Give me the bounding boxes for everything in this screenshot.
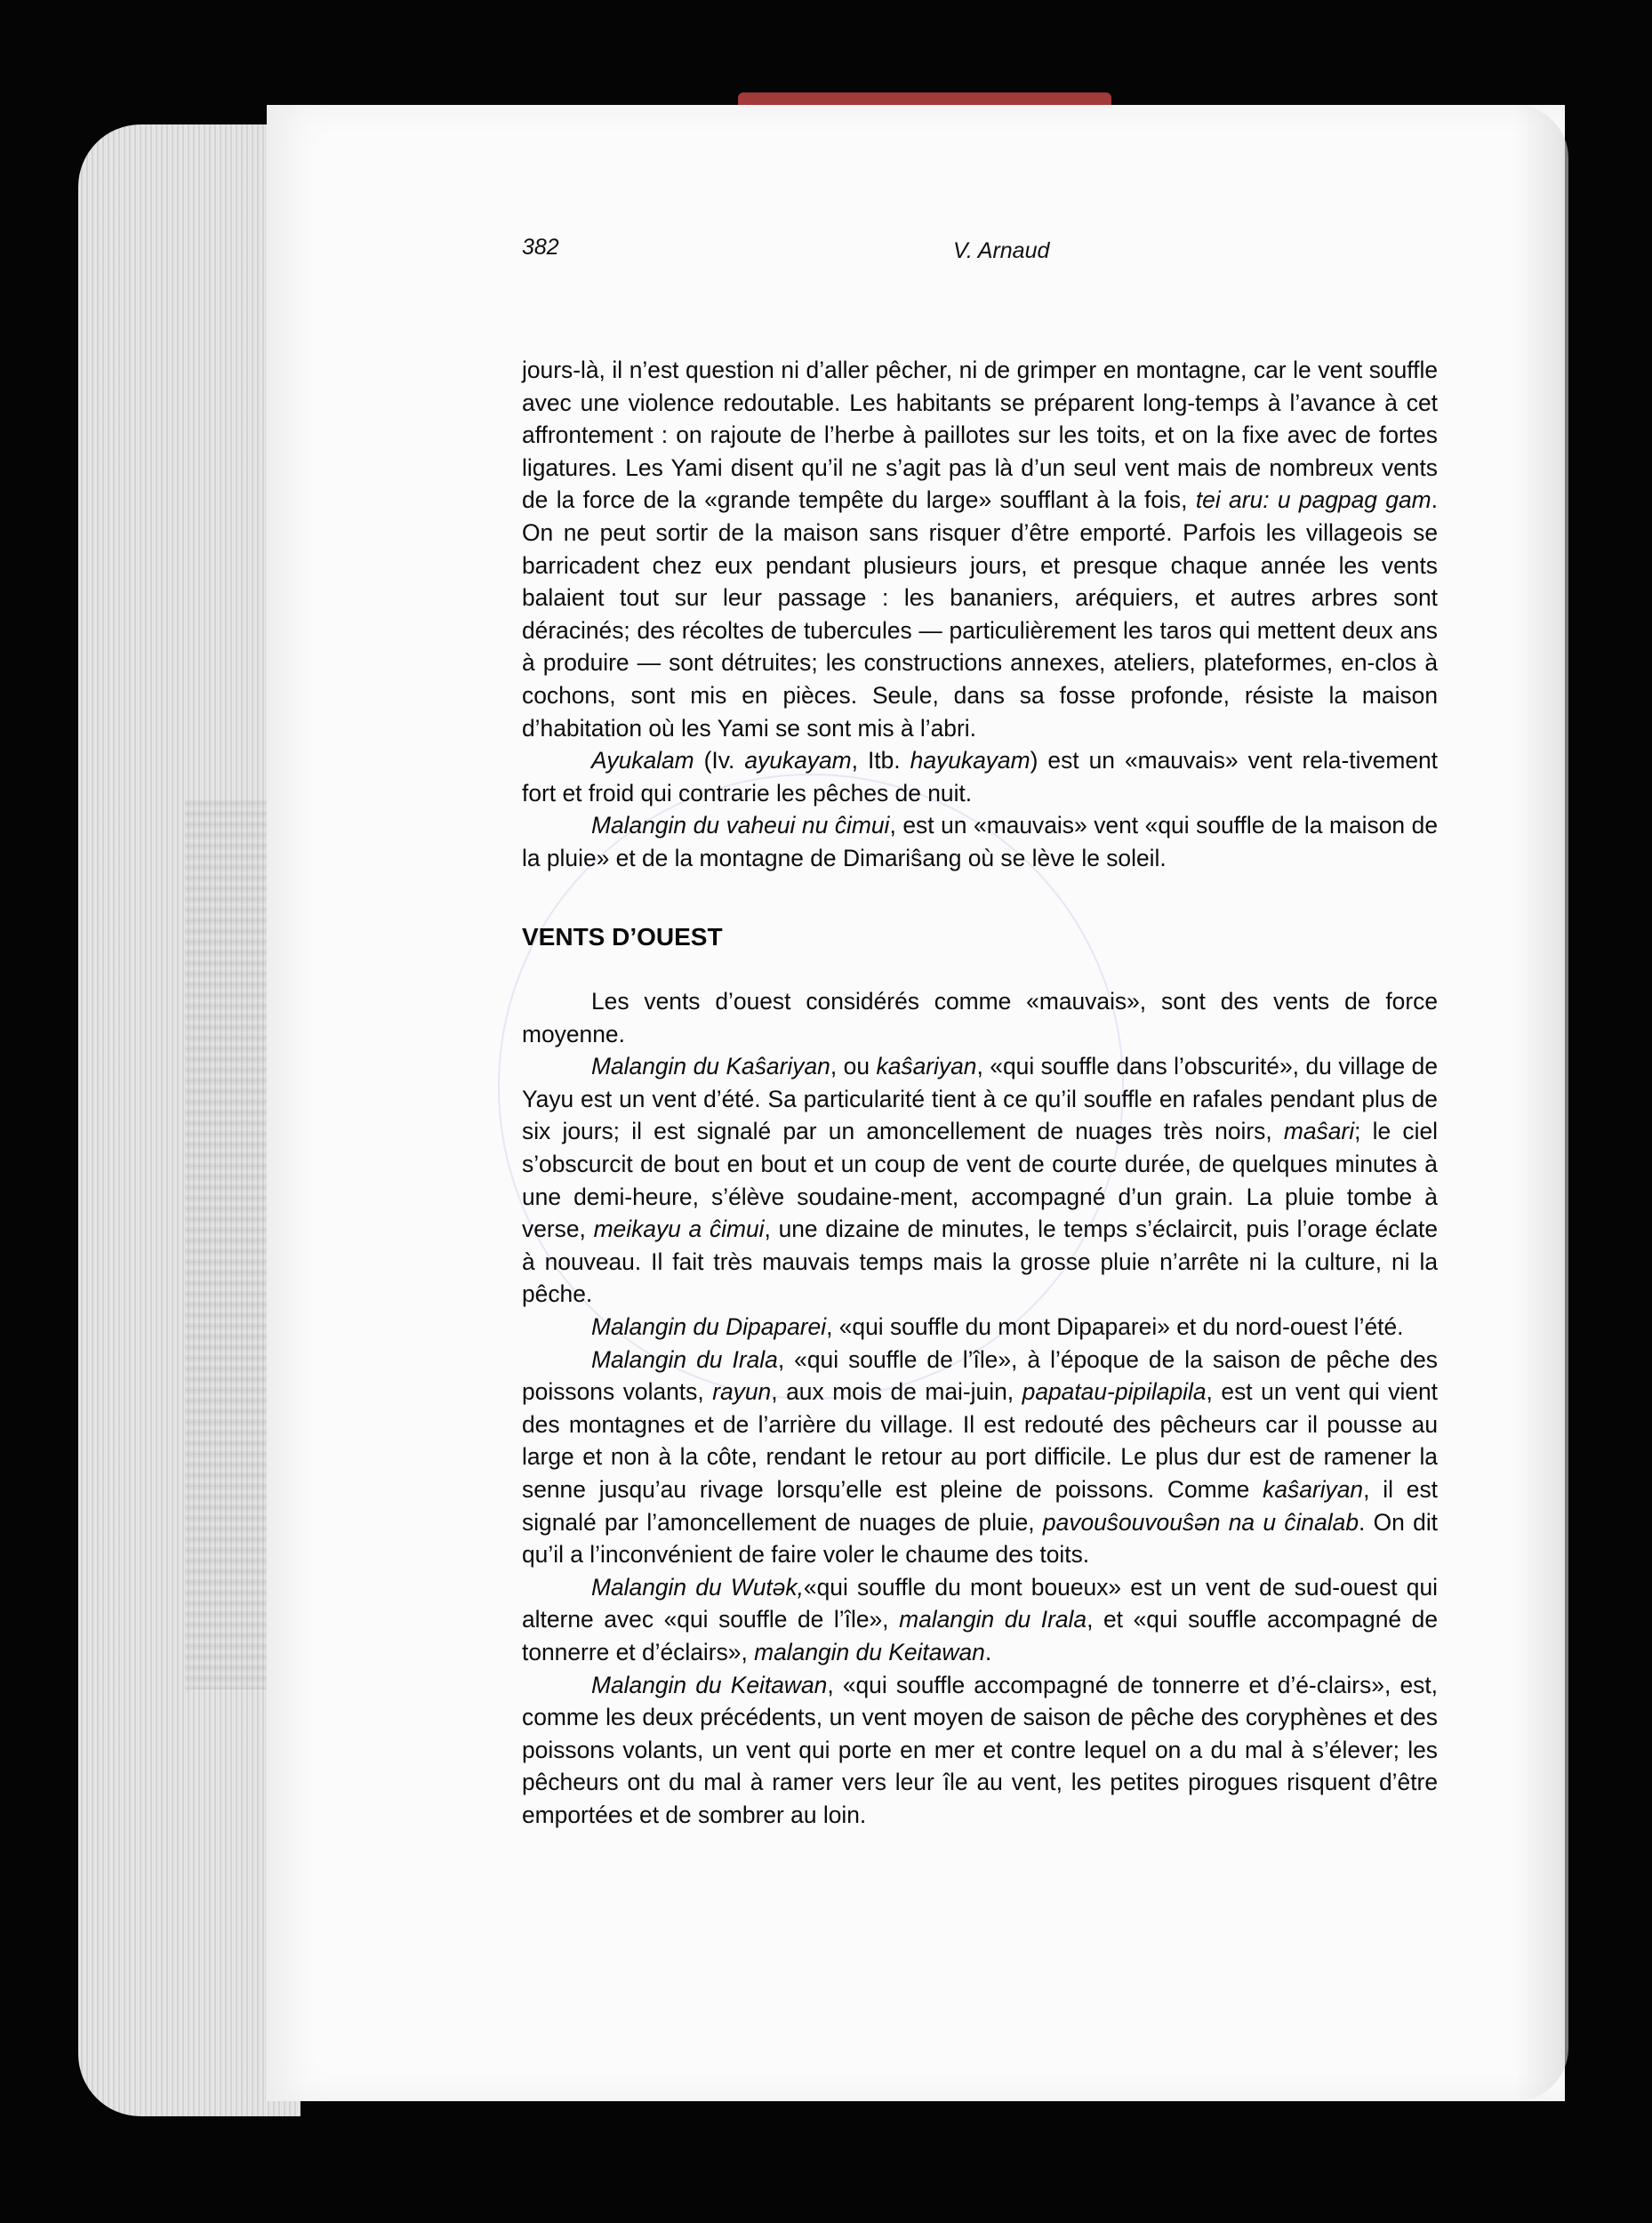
body-text <box>522 354 1438 1832</box>
paragraph: Ayukalam (Iv. ayukayam, Itb. hayukayam) est un «mauvais» vent rela-tivement fort et froid qui contrarie les pêches de nuit. <box>522 747 1439 807</box>
yami-term: Malangin du Wutək, <box>591 1573 804 1601</box>
paragraph: Malangin du Irala, «qui souffle de l’île», à l’époque de la saison de pêche des poissons volants, rayun, aux mois de mai-juin, papatau-pipilapila, est un vent qui vient des montagnes et de l’arrière du village. Il est redouté des pêcheurs car il pousse au large et non à la côte, rendant le retour au port difficile. Le plus dur est de ramener la senne jusqu’au rivage lorsqu’elle est pleine de poissons. Comme kaŝariyan, il est signalé par l’amoncellement de nuages de pluie, pavouŝouvouŝən na u ĉinalab. On dit qu’il a l’inconvénient de faire voler le chaume des toits. <box>522 1345 1439 1569</box>
yami-term: Malangin du Keitawan <box>591 1671 828 1698</box>
paragraph: Malangin du Dipaparei, «qui souffle du mont Dipaparei» et du nord-ouest l’été. <box>591 1313 1404 1341</box>
yami-term: Malangin du Kaŝariyan <box>591 1053 830 1080</box>
paragraph: jours-là, il n’est question ni d’aller pêcher, ni de grimper en montagne, car le vent souffle avec une violence redoutable. Les habitants se préparent long-temps à l’avance à cet affrontement : on rajoute de l’herbe à paillotes sur les toits, et on la fixe avec de fortes ligatures. Les Yami disent qu’il ne s’agit pas là d’un seul vent mais de nombreux vents de la force de la «grande tempête du large» soufflant à la fois, tei aru: u pagpag gam. On ne peut sortir de la maison sans risquer d’être emporté. Parfois les villageois se barricadent chez eux pendant plusieurs jours, et presque chaque année les vents balaient tout sur leur passage : les bananiers, aréquiers, et autres arbres sont déracinés; des récoltes de tubercules — particulièrement les taros qui mettent deux ans à produire — sont détruites; les constructions annexes, ateliers, plateformes, en-clos à cochons, sont mis en pièces. Seule, dans sa fosse profonde, résiste la maison d’habitation où les Yami se sont mis à l’abri. <box>522 357 1438 742</box>
yami-term: Malangin du Dipaparei <box>591 1313 827 1341</box>
section-heading: VENTS D’OUEST <box>522 922 723 951</box>
paragraph: Malangin du Kaŝariyan, ou kaŝariyan, «qui souffle dans l’obscurité», du village de Yayu est un vent d’été. Sa particularité tient à ce qu’il souffle en rafales pendant plus de six jours; il est signalé par un amoncellement de nuages très noirs, maŝari; le ciel s’obscurcit de bout en bout et un coup de vent de courte durée, de quelques minutes à une demi-heure, s’élève soudaine-ment, accompagné d’un grain. La pluie tombe à verse, meikayu a ĉimui, une dizaine de minutes, le temps s’éclaircit, puis l’orage éclate à nouveau. Il fait très mauvais temps mais la grosse pluie n’arrête ni la culture, ni la pêche. <box>522 1053 1439 1308</box>
paragraph: Les vents d’ouest considérés comme «mauvais», sont des vents de force moyenne. <box>522 988 1438 1047</box>
yami-term: Ayukalam <box>591 747 694 774</box>
yami-term: tei aru: u pagpag gam <box>1195 486 1431 514</box>
page-header <box>522 233 1438 269</box>
paragraph: Malangin du Keitawan, «qui souffle accompagné de tonnerre et d’é-clairs», est, comme les deux précédents, un vent moyen de saison de pêche des coryphènes et des poissons volants, un vent qui porte en mer et contre lequel on a du mal à s’élever; les pêcheurs ont du mal à ramer vers leur île au vent, les petites pirogues risquent d’être emportées et de sombrer au loin. <box>522 1671 1438 1828</box>
paragraph: Malangin du Wutək,«qui souffle du mont boueux» est un vent de sud-ouest qui alterne avec «qui souffle de l’île», malangin du Irala, et «qui souffle accompagné de tonnerre et d’éclairs», malangin du Keitawan. <box>522 1573 1438 1665</box>
page-number: 382 <box>522 235 559 260</box>
yami-term: Malangin du Irala <box>591 1345 778 1373</box>
paragraph: Malangin du vaheui nu ĉimui, est un «mauvais» vent «qui souffle de la maison de la pluie» et de la montagne de Dimariŝang où se lève le soleil. <box>522 812 1439 871</box>
yami-term: Malangin du vaheui nu ĉimui <box>591 812 890 839</box>
running-head: V. Arnaud <box>953 238 1050 263</box>
